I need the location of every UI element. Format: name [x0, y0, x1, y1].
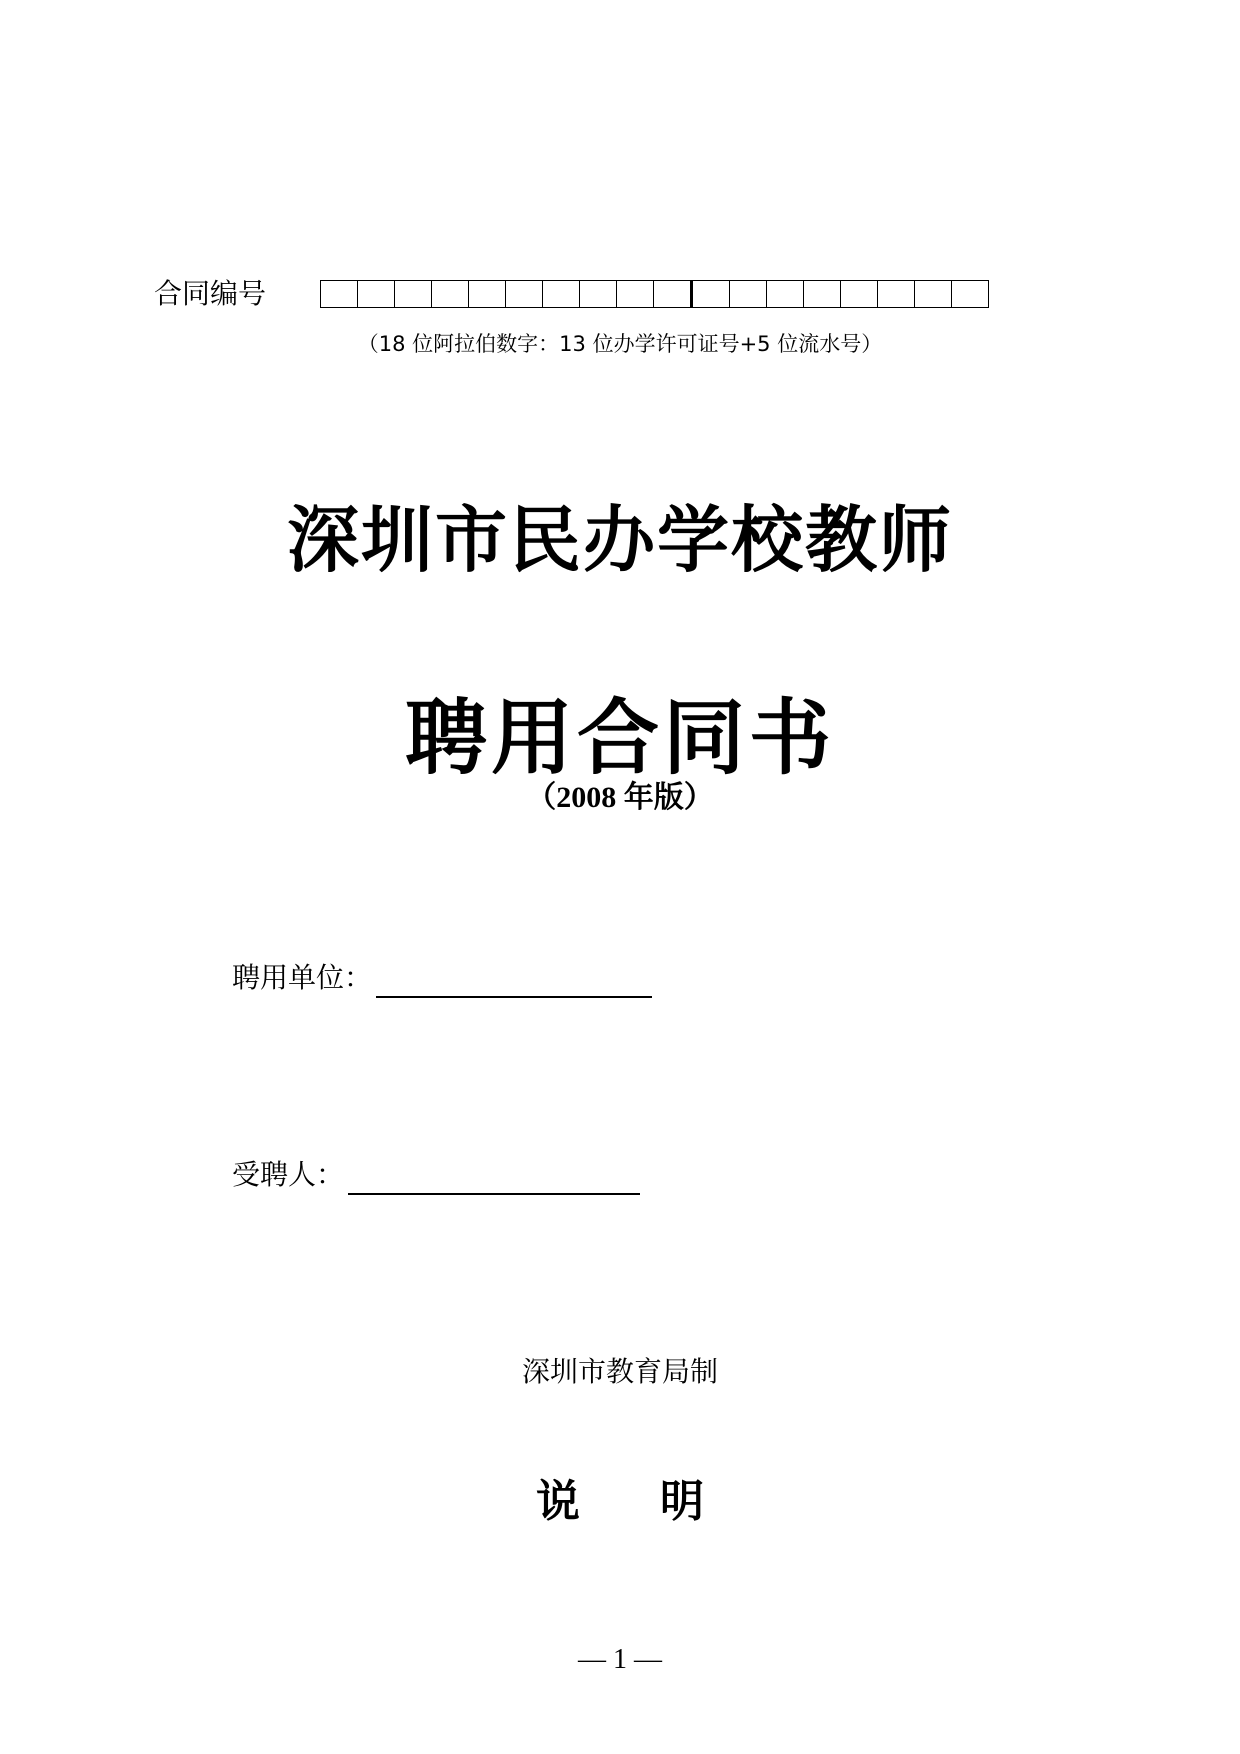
contract-number-digit-box[interactable]: [616, 280, 653, 308]
page-number: — 1 —: [578, 1644, 662, 1675]
contract-number-digit-box[interactable]: [766, 280, 803, 308]
contract-number-digit-box[interactable]: [914, 280, 951, 308]
employer-input-line[interactable]: [376, 964, 652, 998]
section-heading-part-1: 说: [536, 1476, 580, 1527]
contract-number-digit-box[interactable]: [357, 280, 394, 308]
contract-number-note: （18 位阿拉伯数字：13 位办学许可证号+5 位流水号）: [357, 332, 883, 356]
contract-number-digit-box[interactable]: [542, 280, 579, 308]
contract-number-digit-box[interactable]: [692, 280, 729, 308]
contract-number-digit-box[interactable]: [320, 280, 357, 308]
employee-field-row: [232, 1155, 640, 1195]
contract-number-digit-box[interactable]: [394, 280, 431, 308]
contract-number-digit-box[interactable]: [579, 280, 616, 308]
section-heading-part-2: 明: [660, 1476, 704, 1527]
section-heading: [0, 1472, 1240, 1532]
document-title-line-1: 深圳市民办学校教师: [286, 498, 953, 582]
contract-number-digit-box[interactable]: [877, 280, 914, 308]
contract-number-digit-box[interactable]: [951, 280, 989, 308]
contract-number-digit-box[interactable]: [468, 280, 505, 308]
document-title-line-2: 聘用合同书: [404, 691, 835, 786]
employer-field-row: [232, 958, 652, 998]
issuer-label: 深圳市教育局制: [521, 1355, 718, 1388]
employer-label: 聘用单位：: [232, 961, 373, 994]
contract-number-digit-box[interactable]: [803, 280, 840, 308]
contract-number-digit-box[interactable]: [653, 280, 692, 308]
contract-number-digit-box[interactable]: [505, 280, 542, 308]
edition-label: （2008 年版）: [526, 781, 714, 814]
contract-number-boxes[interactable]: [320, 280, 989, 308]
employee-input-line[interactable]: [348, 1161, 640, 1195]
contract-number-label: 合同编号: [154, 277, 267, 310]
contract-number-digit-box[interactable]: [840, 280, 877, 308]
employee-label: 受聘人：: [232, 1158, 345, 1191]
contract-number-digit-box[interactable]: [431, 280, 468, 308]
contract-number-digit-box[interactable]: [729, 280, 766, 308]
